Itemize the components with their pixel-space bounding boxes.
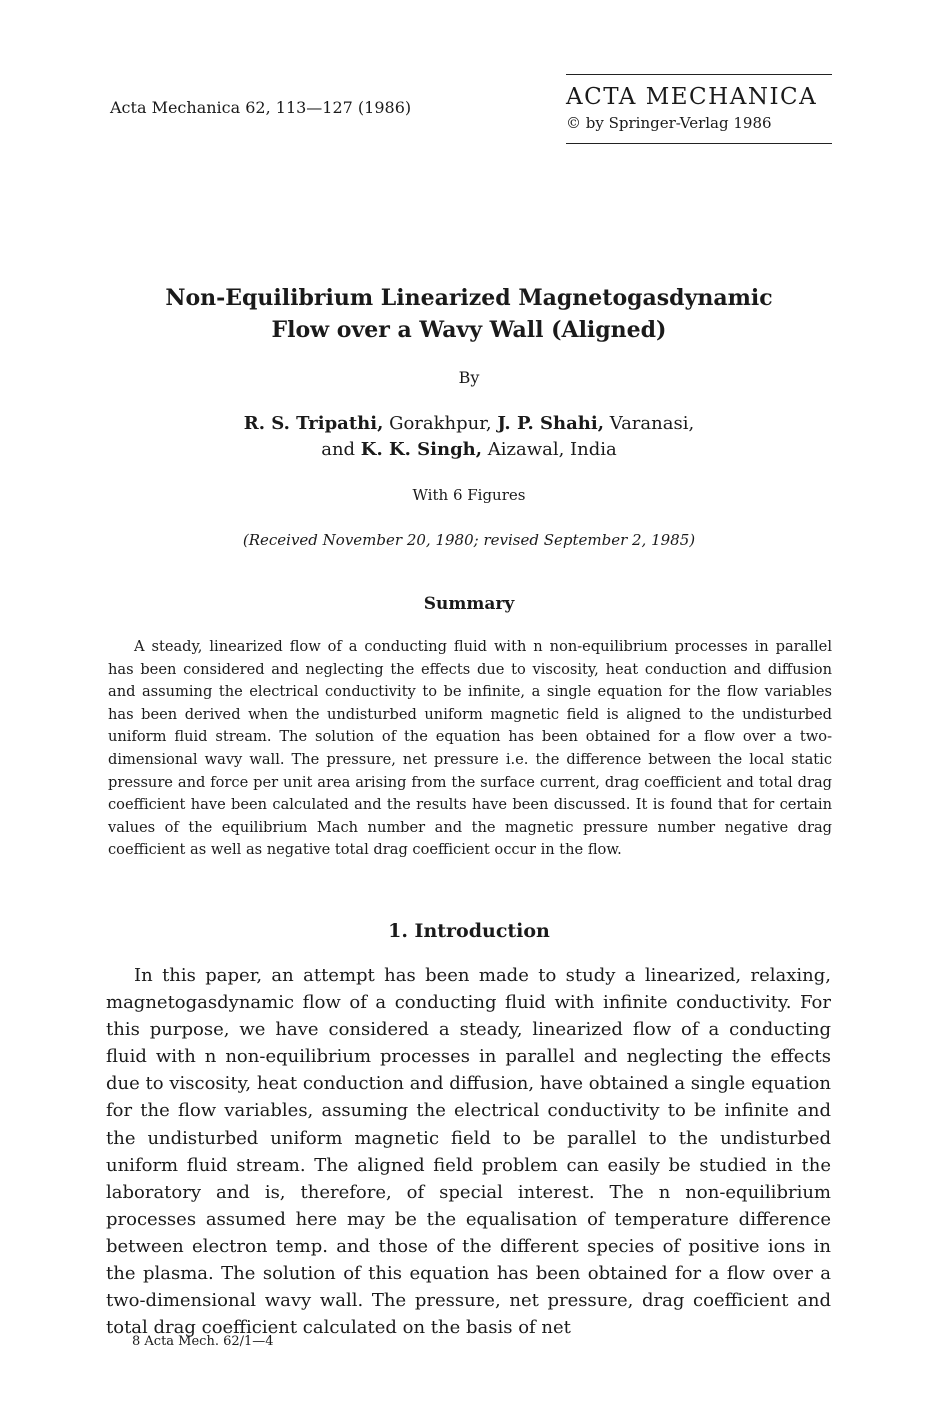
- summary-paragraph: A steady, linearized flow of a conducting fluid with n non-equilibrium processes in parallel has been considered and neglecting the effects due to viscosity, heat conduction and diffusion and assuming the electrical conductivity to be infinite, a single equation for the flow variables has been derived when the undisturbed uniform magnetic field is aligned to the undisturbed uniform fluid stream. The solution of the equation has been obtained for a flow over a two-dimensional wavy wall. The pressure, net pressure i.e. the difference between the local static pressure and force per unit area arising from the surface current, drag coefficient and total drag coefficient have been calculated and the results have been discussed. It is found that for certain values of the equilibrium Mach number and the magnetic pressure number negative drag coefficient as well as negative total drag coefficient occur in the flow.: [108, 638, 832, 859]
- title-line-1: Non-Equilibrium Linearized Magnetogasdynamic: [165, 285, 773, 311]
- journal-name: ACTA MECHANICA: [566, 84, 818, 110]
- by-label: By: [458, 368, 480, 387]
- received-dates: (Received November 20, 1980; revised September 2, 1985): [242, 531, 696, 549]
- author-affiliation: Varanasi,: [604, 413, 695, 434]
- journal-masthead: [566, 74, 832, 144]
- summary-heading: Summary: [423, 594, 515, 614]
- author-name: J. P. Shahi,: [497, 413, 604, 434]
- introduction-heading: 1. Introduction: [388, 920, 550, 942]
- copyright-notice: © by Springer-Verlag 1986: [566, 114, 772, 132]
- author-list: [0, 411, 938, 463]
- author-connector: and: [321, 439, 361, 460]
- masthead-bottom-rule: [566, 143, 832, 144]
- title-line-2: Flow over a Wavy Wall (Aligned): [271, 317, 667, 343]
- figures-note: With 6 Figures: [412, 486, 526, 504]
- author-affiliation: Gorakhpur,: [383, 413, 498, 434]
- introduction-paragraph: In this paper, an attempt has been made to study a linearized, relaxing, magnetogasdynamic flow of a conducting fluid with infinite conductivity. For this purpose, we have considered a steady, linearized flow of a conducting fluid with n non-equilibrium processes in parallel and neglecting the effects due to viscosity, heat conduction and diffusion, have obtained a single equation for the flow variables, assuming the electrical conductivity to be infinite and the undisturbed uniform magnetic field to be parallel to the undisturbed uniform fluid stream. The aligned field problem can easily be studied in the laboratory and is, therefore, of special interest. The n non-equilibrium processes assumed here may be the equalisation of temperature difference between electron temp. and those of the different species of positive ions in the plasma. The solution of this equation has been obtained for a flow over a two-dimensional wavy wall. The pressure, net pressure, drag coefficient and total drag coefficient calculated on the basis of net: [106, 965, 831, 1339]
- authors-line-1: [0, 411, 938, 437]
- paper-title: [0, 282, 938, 346]
- author-name: R. S. Tripathi,: [243, 413, 384, 434]
- journal-citation: Acta Mechanica 62, 113—127 (1986): [110, 98, 412, 117]
- page-footer: 8 Acta Mech. 62/1—4: [132, 1334, 274, 1349]
- masthead-top-rule: [566, 74, 832, 75]
- author-name: K. K. Singh,: [360, 439, 483, 460]
- author-affiliation: Aizawal, India: [482, 439, 617, 460]
- authors-line-2: [0, 437, 938, 463]
